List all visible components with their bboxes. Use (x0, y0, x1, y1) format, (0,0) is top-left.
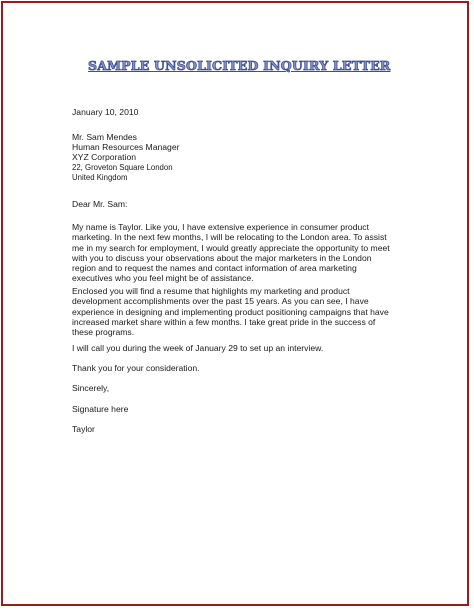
paragraph-line: increased market share within a few months. I take great pride in the success of (72, 316, 376, 327)
paragraph-line: executives who you feel might be of assistance. (72, 273, 254, 284)
recipient-country: United Kingdom (72, 172, 128, 182)
recipient-position: Human Resources Manager (72, 142, 180, 153)
paragraph-line: region and to request the names and contact information of area marketing (72, 263, 357, 274)
letter-date: January 10, 2010 (72, 107, 139, 117)
recipient-address (72, 132, 179, 183)
closing: Sincerely, (72, 383, 110, 393)
paragraph-line: these programs. (72, 327, 135, 338)
paragraph-thanks: Thank you for your consideration. (72, 363, 200, 373)
paragraph-line: Enclosed you will find a resume that highlights my marketing and product (72, 286, 350, 296)
paragraph-resume (72, 286, 412, 337)
paragraph-line: My name is Taylor. Like you, I have extensive experience in consumer product (72, 222, 369, 232)
paragraph-line: with you to discuss your observations about the major marketers in the London (72, 252, 372, 263)
paragraph-line: marketing. In the next few months, I will be relocating to the London area. To assist (72, 232, 387, 243)
paragraph-line: development accomplishments over the past 15 years. As you can see, I have (72, 296, 369, 307)
paragraph-call: I will call you during the week of January 29 to set up an interview. (72, 343, 324, 353)
recipient-street: 22, Groveton Square London (72, 162, 173, 172)
signature: Signature here (72, 404, 129, 414)
letter-title: SAMPLE UNSOLICITED INQUIRY LETTER (88, 58, 391, 73)
paragraph-line: me in my search for employment, I would greatly appreciate the opportunity to meet (72, 242, 390, 253)
paragraph-intro (72, 222, 412, 284)
salutation: Dear Mr. Sam: (72, 199, 128, 209)
recipient-company: XYZ Corporation (72, 152, 137, 163)
paragraph-line: experience in designing and implementing product positioning campaigns that have (72, 306, 389, 317)
sender-name: Taylor (72, 424, 95, 434)
recipient-name: Mr. Sam Mendes (72, 132, 137, 142)
